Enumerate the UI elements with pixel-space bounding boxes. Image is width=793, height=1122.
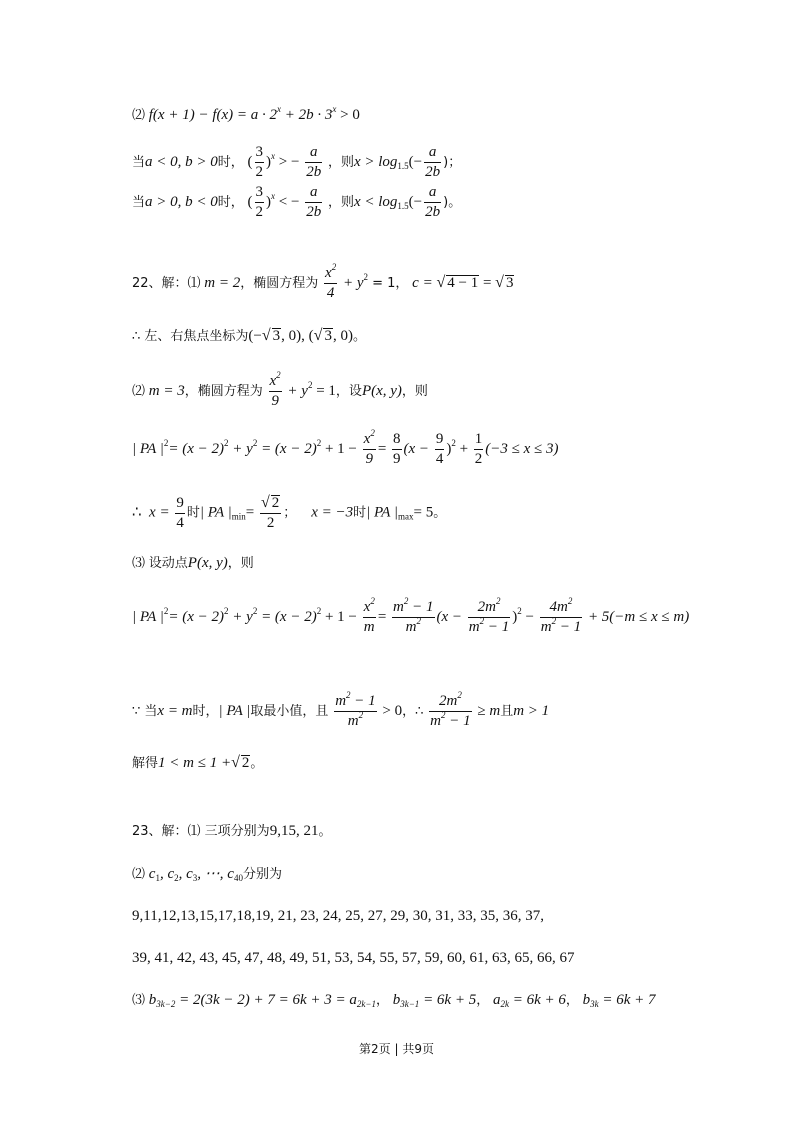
q23-part1: 23、解：⑴ 三项分别为9,15, 21。 — [132, 823, 332, 839]
q22-answer: 解得1 < m ≤ 1 +√ 2。 — [132, 754, 264, 771]
q22-part3: ⑶ 设动点P(x, y)，则 — [132, 555, 254, 571]
sequence-line-1: 9,11,12,13,15,17,18,19, 21, 23, 24, 25, 27, 29, 30, 31, 33, 35, 36, 37, — [132, 908, 544, 924]
q23-part3: ⑶ $b_{3k-2} = 2(3k - 2) + 7 = 6k + 3 = a_{2k-1}$， $b_{3k-1} = 6k + 5$， $a_{2k} = 6k + 6$， $b_{3k} = 6k + 7$ — [132, 992, 656, 1009]
q22-part2: ⑵ m = 3，椭圆方程为 $\frac{x^2}{9}$ + $y^2 = 1$，设P(x, y)，则 — [132, 370, 428, 409]
q22-pa-general: | PA $|^2= (x - 2)^2 + y^2 = (x - 2)^2 + 1$ − $\frac{x^2}{m}$ = $\frac{m^2 - 1}{m^2}$ (x − $\frac{2m^2}{m^2 - 1}$ )$^2$ − $\frac{4m^2}{m^2 - 1}$ + 5(−m ≤ x ≤ m) — [132, 596, 690, 635]
q22-pa-squared: | PA $|^2= (x - 2)^2 + y^2 = (x - 2)^2 + 1$ − $\frac{x^2}{9}$ = $\frac{8}{9}$ (x − $\frac{9}{4}$ )$^2$ + $\frac{1}{2}$ (−3 ≤ x ≤ 3) — [132, 428, 559, 467]
sequence-line-2: 39, 41, 42, 43, 45, 47, 48, 49, 51, 53, 54, 55, 57, 59, 60, 61, 63, 65, 66, 67 — [132, 950, 575, 966]
case-a-positive: 当a > 0, b < 0时， ( $\frac{3}{2}$ )$^x$ < − $\frac{a}{2b}$ ，则$x < \log_{1.5}(-$ $\frac{a}{2b}$ )。 — [132, 184, 462, 220]
q22-part1: 22、解：⑴ m = 2，椭圆方程为 $\frac{x^2}{4}$ + $y^2 = 1$， c = √ 4 − 1 = √ 3 — [132, 262, 514, 301]
q22-condition: ∵ 当x = m时，| PA |取最小值，且 $\frac{m^2 - 1}{m^2}$ > 0，∴ $\frac{2m^2}{m^2 - 1}$ ≥ m且m > 1 — [132, 690, 550, 729]
case-a-negative: 当a < 0, b > 0时， ( $\frac{3}{2}$ )$^x$ > − $\frac{a}{2b}$ ，则$x > \log_{1.5}(-$ $\frac{a}{2b}$ )； — [132, 144, 462, 180]
q23-part2: ⑵ $c_1$, $c_2$, $c_3$, ⋯, $c_{40}$分别为 — [132, 866, 282, 883]
q22-min-max: ∴ x = $\frac{9}{4}$ 时| PA $|_{min}=$ $\frac{√ 2}{2}$ ； x = −3时| PA $|_{max}= 5$。 — [132, 494, 447, 531]
page-footer: 第2页 | 共9页 — [359, 1042, 434, 1056]
solution-line-2: ⑵ $f(x + 1) - f(x) = a \cdot 2^x + 2b \cdot 3^x > 0$ — [132, 104, 360, 123]
q22-foci: ∴ 左、右焦点坐标为(−√ 3, 0), (√ 3, 0)。 — [132, 327, 366, 344]
